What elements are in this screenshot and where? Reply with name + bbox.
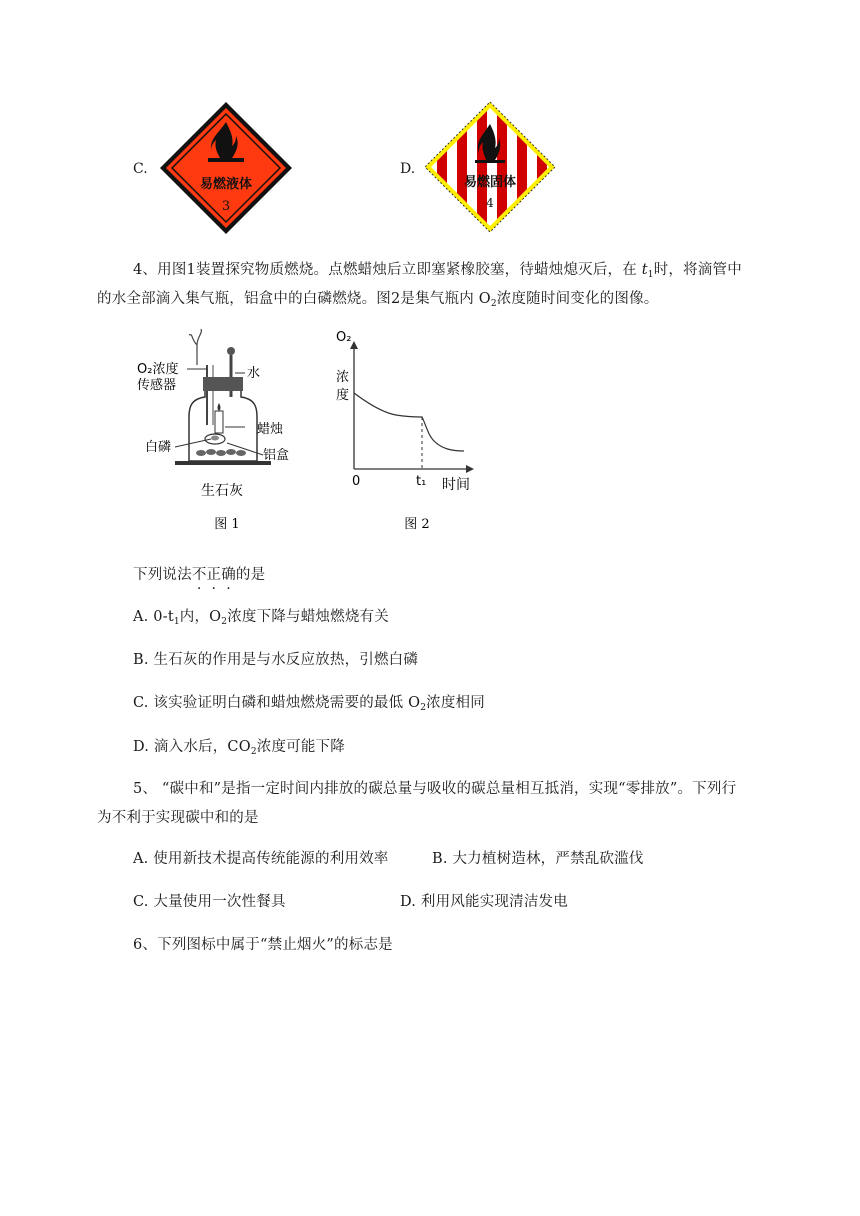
- q4-option-a: A. $0-t_1$内，$O_2$浓度下降与蜡烛燃烧有关: [133, 609, 389, 627]
- option-c-label: C.: [133, 161, 148, 177]
- flammable-liquid-sign: [158, 100, 294, 236]
- q5-option-a: A. 使用新技术提高传统能源的利用效率: [133, 851, 389, 867]
- svg-text:O₂浓度: O₂浓度: [137, 362, 179, 377]
- svg-text:0: 0: [352, 474, 361, 489]
- q4-option-d: D. 滴入水后，$CO_2$浓度可能下降: [133, 739, 345, 757]
- svg-text:浓: 浓: [336, 370, 350, 385]
- q4-line1: 4、用图1装置探究物质燃烧。点燃蜡烛后立即塞紧橡胶塞，待蜡烛熄灭后，在 $t_1$时，将滴管中: [133, 262, 742, 280]
- q5-line2: 为不利于实现碳中和的是: [97, 810, 259, 826]
- figure-2-graph: [330, 325, 480, 535]
- svg-text:白磷: 白磷: [145, 440, 172, 455]
- svg-text:铝盒: 铝盒: [263, 448, 290, 463]
- svg-text:水: 水: [247, 366, 261, 381]
- sign-d-text: 易燃固体: [463, 175, 517, 190]
- svg-text:t₁: t₁: [416, 474, 427, 489]
- q5-option-d: D. 利用风能实现清洁发电: [400, 894, 568, 910]
- svg-text:生石灰: 生石灰: [201, 483, 243, 499]
- svg-text:时间: 时间: [442, 477, 470, 493]
- svg-text:度: 度: [336, 388, 350, 403]
- q5-line1: 5、 “碳中和”是指一定时间内排放的碳总量与吸收的碳总量相互抵消，实现“零排放”。下列行: [133, 781, 737, 797]
- sign-c-class: 3: [221, 199, 231, 214]
- sign-d-class: 4: [486, 196, 494, 210]
- svg-text:O₂: O₂: [336, 330, 352, 345]
- flammable-solid-sign: [423, 100, 557, 234]
- q6-line1: 6、下列图标中属于“禁止烟火”的标志是: [133, 937, 393, 953]
- option-d-label: D.: [400, 161, 416, 177]
- svg-text:传感器: 传感器: [137, 378, 177, 393]
- q5-option-c: C. 大量使用一次性餐具: [133, 894, 286, 910]
- q4-option-b: B. 生石灰的作用是与水反应放热，引燃白磷: [133, 652, 419, 668]
- q4-stem: 下列说法不正确的是: [133, 567, 266, 583]
- q4-line2: 的水全部滴入集气瓶，铝盒中的白磷燃烧。图2是集气瓶内 $O_2$浓度随时间变化的图像。: [97, 291, 659, 309]
- svg-text:蜡烛: 蜡烛: [257, 422, 284, 437]
- q5-option-b: B. 大力植树造林，严禁乱砍滥伐: [432, 851, 644, 867]
- q4-option-c: C. 该实验证明白磷和蜡烛燃烧需要的最低 $O_2$浓度相同: [133, 695, 485, 713]
- figure-1-apparatus: [135, 325, 315, 535]
- sign-c-text: 易燃液体: [199, 177, 253, 192]
- svg-text:图 1: 图 1: [214, 517, 240, 532]
- svg-text:图 2: 图 2: [404, 517, 430, 532]
